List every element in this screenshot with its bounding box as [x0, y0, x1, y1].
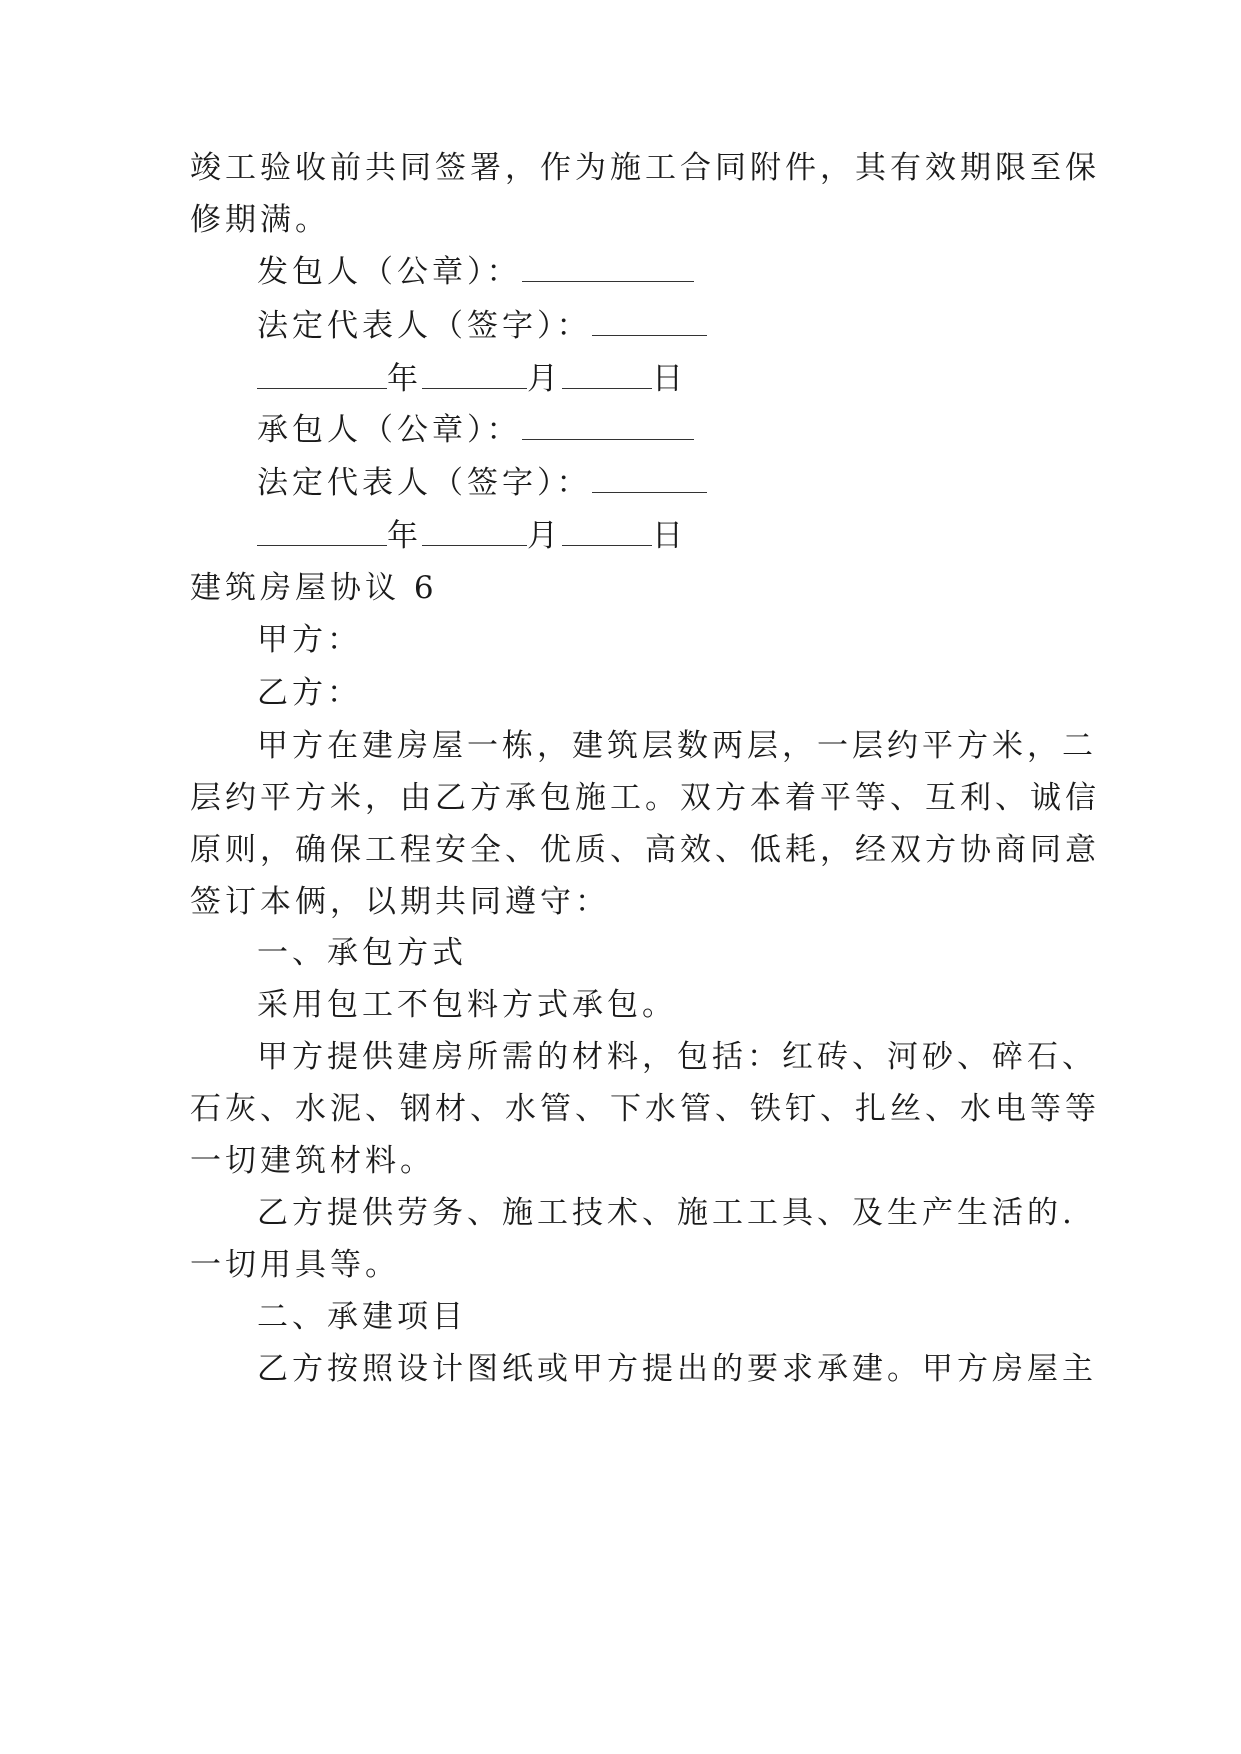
body-text-line: 竣工验收前共同签署，作为施工合同附件，其有效期限至保 — [190, 150, 1100, 186]
blank-fill-line — [522, 413, 694, 440]
date-day-label: 日 — [652, 518, 687, 554]
blank-fill-line — [562, 519, 652, 546]
body-text-line: 签订本俩，以期共同遵守： — [190, 884, 610, 920]
date-year-label: 年 — [387, 518, 422, 554]
blank-fill-line — [522, 255, 694, 282]
signature-label: 承包人（公章）： — [257, 412, 522, 448]
body-text-line: 甲方在建房屋一栋，建筑层数两层，一层约平方米，二 — [257, 728, 1097, 764]
signature-line-contractor — [257, 410, 1137, 450]
blank-fill-line — [422, 362, 527, 389]
body-text-line: 甲方提供建房所需的材料，包括：红砖、河砂、碎石、 — [257, 1039, 1097, 1075]
blank-fill-line — [257, 362, 387, 389]
body-text-line: 一切用具等。 — [190, 1247, 400, 1283]
section-title: 建筑房屋协议 6 — [190, 570, 438, 606]
blank-fill-line — [592, 466, 707, 493]
body-text-line: 修期满。 — [190, 202, 330, 238]
date-line — [257, 516, 1137, 556]
body-text-line: 层约平方米，由乙方承包施工。双方本着平等、互利、诚信 — [190, 780, 1100, 816]
party-b-line: 乙方： — [257, 675, 362, 711]
blank-fill-line — [592, 309, 707, 336]
body-text-line: 采用包工不包料方式承包。 — [257, 987, 677, 1023]
blank-fill-line — [422, 519, 527, 546]
blank-fill-line — [562, 362, 652, 389]
clause-heading: 二、承建项目 — [257, 1299, 467, 1335]
body-text-line: 一切建筑材料。 — [190, 1143, 435, 1179]
signature-label: 法定代表人（签字）： — [257, 308, 592, 344]
date-month-label: 月 — [527, 518, 562, 554]
signature-label: 法定代表人（签字）： — [257, 465, 592, 501]
signature-line-employer — [257, 252, 1137, 292]
body-text-line: 乙方提供劳务、施工技术、施工工具、及生产生活的. — [257, 1195, 1076, 1231]
blank-fill-line — [257, 519, 387, 546]
date-line — [257, 359, 1137, 399]
signature-line-legal-rep — [257, 463, 1137, 503]
signature-line-legal-rep — [257, 306, 1137, 346]
body-text-line: 乙方按照设计图纸或甲方提出的要求承建。甲方房屋主 — [257, 1351, 1097, 1387]
body-text-line: 原则，确保工程安全、优质、高效、低耗，经双方协商同意 — [190, 832, 1100, 868]
date-year-label: 年 — [387, 361, 422, 397]
body-text-line: 石灰、水泥、钢材、水管、下水管、铁钉、扎丝、水电等等 — [190, 1091, 1100, 1127]
date-month-label: 月 — [527, 361, 562, 397]
party-a-line: 甲方： — [257, 622, 362, 658]
signature-label: 发包人（公章）： — [257, 254, 522, 290]
date-day-label: 日 — [652, 361, 687, 397]
clause-heading: 一、承包方式 — [257, 935, 467, 971]
